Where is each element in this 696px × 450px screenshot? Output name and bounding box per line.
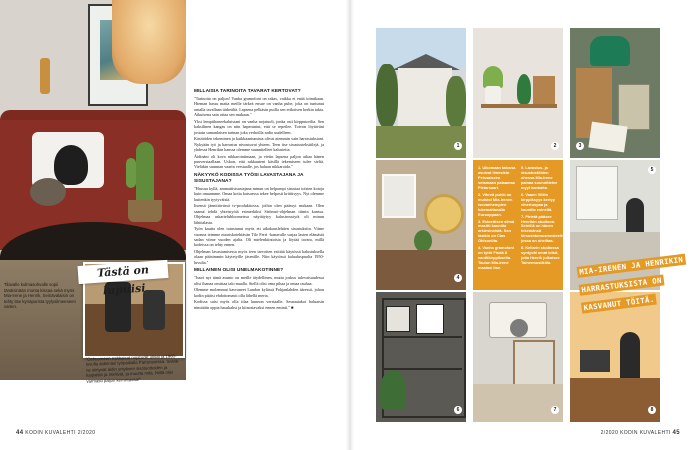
magazine-name: KODIN KUVALEHTI 2/2020 (25, 430, 96, 436)
pendant-lamp (112, 0, 186, 84)
article-paragraph: Ohjelman lavastamisessa myös teen tarvoiten esittää käytössä kalustuksella olaan pääsimmin käytetyille jäsenille. Niin käytössä kalualuspuolta 1950-luvulta." (194, 248, 324, 265)
photo-number: 3 (576, 142, 584, 150)
pull-quote-text: MIA-IRENEN JA HENRIKIN HARRASTUKSISTA ON KASVANUT TÖITÄ. (577, 254, 686, 314)
leather-chair (143, 290, 165, 330)
person (620, 332, 640, 380)
article-paragraph: "Hassua kyllä, ammattisisustajana minun on helpompi sisustaa toisten kotoja kuin omaamme. Omaa kotia katsoessa tekee helposti kriittisyys. Nyt olemme kuitenkin tyytyväisiä. (194, 185, 324, 202)
article-paragraph: Olemme molemmat kasvaneet Landon kylässä Pohjanlahden ääressä, johon kodin pitäisi ehdottomasti olla lähellä merta. (194, 287, 324, 298)
inset-label: Tästä on lupuisi (77, 260, 168, 284)
photo-caption: Tilavalle kulmasohvalle sopii tänäisinään monta kissaa sekä myös Mia-Irene ja Henrik. Seinävalaisin on tehty itse kynäpurista tyylysilmeeseen varten. (4, 282, 76, 310)
desk-objects-photo (570, 28, 660, 158)
radio (489, 302, 547, 338)
page-gutter (346, 0, 354, 450)
inset-caption: "Oshuomeen nahkaisat nojatuolit ulivat ja 1960-luvulla äidinnäsi työpaikalla Parturasessa. Saivät ne siirtyvät äidin yrityksen sisötuotteiden ja kaipaltiin ja mielivät, ja muutta mitä. Niillä olisi varmasti paljon kerrottavaa!" (85, 353, 179, 384)
green-vase (517, 74, 531, 104)
bookshelf-photo (376, 292, 466, 422)
photo-number: 4 (454, 274, 462, 282)
info-item: 8. Kellarin studiossa syntyvät omat biisit, joita Henrik julkaisee Tainermusiikilla. (521, 245, 560, 266)
cat (30, 178, 66, 206)
shelf-photo (473, 28, 563, 158)
article-paragraph: Käsitöiden tekeminen ja kaikkaantumista olivat aiemmin vain harrastuksiani. Nykyään työ ja harrastus nivoutuvat yhteen. Teen itse sisustustekstiilejä, ja yhdessä Henrikin kanssa olemme suunnitelleet kalusteita. (194, 136, 324, 153)
info-item: 6. Vaaen Villiin kirppiksyys kertyy vihertuopaa ja kauniita esineitä. (521, 191, 555, 212)
section-heading: MILLAISIA TARINOITA TAVARAT KERTOVAT? (194, 89, 301, 94)
photo-number: 2 (551, 142, 559, 150)
green-object (590, 36, 630, 66)
picture-frame (386, 306, 410, 332)
section-heading: NÄKYYKÖ KODISSA TYÖSI LAVASTAJANA JA SISUSTAJANA? (194, 172, 304, 184)
photo-number: 6 (454, 406, 462, 414)
photo-number: 5 (648, 166, 656, 174)
round-mirror (424, 194, 464, 234)
photo-number: 1 (454, 142, 462, 150)
info-item: 2. Vihreä puhki on muistoi Mia-Irenen isovanhempien lukemaltanalla Eurooppaan. (478, 191, 513, 217)
picture-frame (416, 304, 444, 334)
article-column (194, 86, 324, 311)
calculator (618, 84, 650, 130)
article-paragraph: Yksi lempiihoneekaluistani on vanha nojatuoli, jonka osti kirpputorilta. Sen kaksilinen kangas on niin haperuntut, että se repeilee. Toivon löytäväni jostain samanlaisen tarinan joka verhoilla radio uudelleen. (194, 118, 324, 135)
folio-right (601, 430, 680, 436)
photo-captions-box (473, 160, 569, 290)
pull-quote (576, 249, 690, 316)
house (398, 68, 452, 126)
article-paragraph: Äidinäni oli kova nikkarointimaan, ja vietin lapsena paljon aikaa hänen puuverstaallaan. Uskon, että rakkauteni käsillä tekemiseen tulee sieltä. Vieläkin suunnan vaarin verstaalle, jos haluan nikkaroida." (194, 153, 324, 170)
section-heading: MILLAINEN OLISI UNELMAKOTINNE? (194, 268, 284, 274)
article-paragraph: "Tarinoita on paljon! Vanha gramofoni on rakas, vaikka ei enää toimikaan. Hieman hassu matta meille tärkeä ensue on vanha puhe, joka on tuntunut omalla tavallaan tärkeältä. Lapsena pelkäsin puilla sen erikoisen kerkin takia. Aikuisena sain ottaa sen mukaan." (194, 96, 324, 118)
cactus (136, 142, 154, 202)
info-item: 7. Pirtetä pääsee Henrikin studioon. Seinillä on hänen tekemänsä kirsoshtomusmesteelisia, jossa on oheiltaa. (521, 213, 569, 244)
wall-sconce (40, 58, 50, 94)
info-item: 1. Ulkomaan talossa asuivat ilmestein Peissaiseen setamaan palaamaa Pietarsaari. (478, 165, 516, 190)
house-photo (376, 28, 466, 158)
article-paragraph: Itsensä jännittävässä tv-produktiossa, joihin olen päässyt mukaan. Olen saanut tehdä yhteistyötä esimerkiksi Strömsö-ohjelman tiimin kanssa. Ohjelmaa askartelubloomeissa näyttäytyy kalustroustyöt oli minun lähtöalasta. (194, 203, 324, 225)
radio-photo (473, 292, 563, 422)
painting (382, 174, 416, 218)
magazine-name: 2/2020 KODIN KUVALEHTI (600, 430, 671, 436)
page-number: 44 (16, 430, 24, 436)
page-number: 45 (672, 430, 680, 436)
article-paragraph: Työn kautta olen tutustunut myös ett aikakauslehtien sisustuksiin. Viime vuonna teimme nuoriskotehtävän Tile Ferri -kanavalle sarjaa lasten elämästä sadan viime vuoden ajalta. Oli mielenkiintoista ja löytää tavara, millä kodeissa on tehty ennen. (194, 226, 324, 248)
mirror-photo (376, 160, 466, 290)
info-item: 3. Esteettisen silmä masitti kauniita arkiesineistä. Sen lasikin on Clas Ohlsonilta. (478, 218, 515, 244)
info-item: 4. Vanha gramofoni on tyttö Findä 8 vanttikirppikselta. Taulun Mia-Irene maalasi itse. (478, 245, 514, 271)
info-item: 5. Lavastus- ja sisustustöiden ohessa Mia-Irene painaa suunnittelee myyt kankaita. (521, 165, 558, 190)
photo-number: 8 (648, 406, 656, 414)
folio-left (16, 430, 95, 436)
article-paragraph: Kodissa saisi myös olla tilaa kunnon verstaalle. Sesnaatakoi haluaisin nimittäin oppia hauskaksi ja kiinostavaksi ennen eminti." ■ (194, 299, 324, 310)
article-paragraph: "Juuri nyt tämä asunto on meille täydellinen, mutta joskus tulevaisuudessa olisi ihanaa omistaa talo maalla. Siellä olisi oma pihaa ja omaa rauhaa. (194, 275, 324, 286)
photo-number: 7 (551, 406, 559, 414)
